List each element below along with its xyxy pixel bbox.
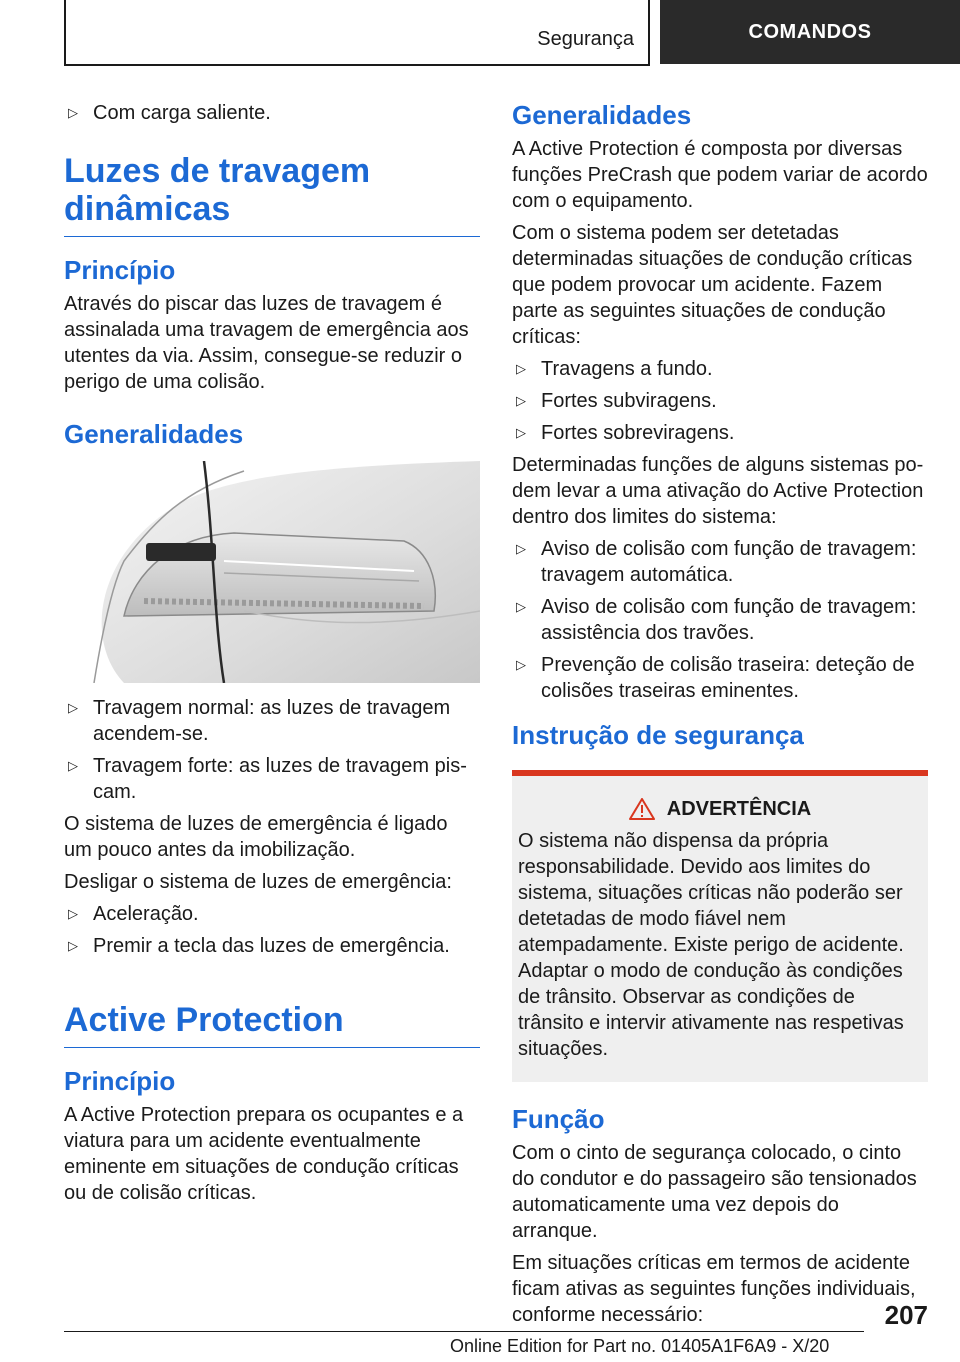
footer-rule <box>64 1331 864 1332</box>
triangle-bullet-icon: ▷ <box>516 425 526 440</box>
list-item: ▷ Prevenção de colisão traseira: deteção de colisões traseiras eminentes. <box>516 654 915 702</box>
heading-generalidades: Generalidades <box>512 100 692 130</box>
paragraph: A Active Protection prepara os ocupantes e a viatura para um acidente eventualmente eminente em situações de condução críticas ou de colisão críticas. <box>64 1104 464 1204</box>
list-item: ▷ Travagem normal: as luzes de travagem acendem-se. <box>68 697 451 745</box>
list-item: ▷ Aviso de colisão com função de travagem: travagem automática. <box>516 538 917 586</box>
triangle-bullet-icon: ▷ <box>68 105 78 120</box>
header-rule <box>64 64 650 66</box>
heading-principio: Princípio <box>64 1066 176 1096</box>
list-item: ▷ Fortes sobreviragens. <box>516 422 735 444</box>
heading-funcao: Função <box>512 1104 605 1134</box>
paragraph: Em situações críticas em termos de acidente ficam ativas as seguintes funções individuais, conforme necessário: <box>512 1252 916 1326</box>
triangle-bullet-icon: ▷ <box>68 700 78 715</box>
heading-rule <box>64 1047 480 1048</box>
warning-text: O sistema não dispensa da própria responsabilidade. Devido aos limites do sistema, situações críticas não poderão ser detetadas de modo fiável nem atempadamente. Existe perigo de acidente. Adaptar o modo de condução às condições de trânsito. Observar as condições de trânsito e intervir ativamente nas respetivas situações. <box>518 830 904 1060</box>
triangle-bullet-icon: ▷ <box>516 657 526 672</box>
activation-list <box>512 536 928 704</box>
header-section-title: Segurança <box>537 28 634 50</box>
triangle-bullet-icon: ▷ <box>68 906 78 921</box>
heading-instrucao-seguranca: Instrução de segurança <box>512 720 804 750</box>
heading-generalidades: Generalidades <box>64 419 244 449</box>
left-column <box>64 100 480 1212</box>
paragraph: A Active Protection é composta por diversas funções PreCrash que podem variar de acordo com o equipamento. <box>512 138 928 212</box>
right-column <box>512 100 928 1334</box>
header-left-rule <box>64 0 66 64</box>
header-right-rule <box>648 0 650 64</box>
heading-luzes-travagem: Luzes de travagem dinâmicas <box>64 152 371 228</box>
triangle-bullet-icon: ▷ <box>516 599 526 614</box>
paragraph: O sistema de luzes de emergência é ligado um pouco antes da imobilização. <box>64 813 448 861</box>
paragraph: Com o sistema podem ser detetadas determinadas situações de condução críticas que podem provocar um acidente. Fazem parte as seguintes situações de condução críticas: <box>512 222 913 348</box>
warning-header <box>518 796 922 822</box>
warning-triangle-icon <box>629 798 655 820</box>
triangle-bullet-icon: ▷ <box>516 541 526 556</box>
triangle-bullet-icon: ▷ <box>68 758 78 773</box>
paragraph: Com o cinto de segurança colocado, o cinto do condutor e do passageiro são tensionados automaticamente uma vez depois do arranque. <box>512 1142 917 1242</box>
critical-situations-list <box>512 356 928 446</box>
heading-principio: Princípio <box>64 255 176 285</box>
heading-active-protection: Active Protection <box>64 1001 344 1039</box>
list-item: ▷ Com carga saliente. <box>68 102 271 124</box>
paragraph: Determinadas funções de alguns sistemas podem levar a uma ativação do Active Protection dentro dos limites do sistema: <box>512 454 924 528</box>
tail-light-photo <box>64 461 480 683</box>
list-item: ▷ Travagem forte: as luzes de travagem piscam. <box>68 755 467 803</box>
warning-box <box>512 770 928 1082</box>
list-item: ▷ Aceleração. <box>68 903 199 925</box>
list-item: ▷ Fortes subviragens. <box>516 390 717 412</box>
brake-light-list <box>64 695 480 805</box>
header-chapter-tab: COMANDOS <box>660 0 960 64</box>
triangle-bullet-icon: ▷ <box>68 938 78 953</box>
triangle-bullet-icon: ▷ <box>516 393 526 408</box>
disable-list <box>64 901 480 959</box>
warning-title: ADVERTÊNCIA <box>666 798 812 820</box>
list-item: ▷ Aviso de colisão com função de travagem: assistência dos travões. <box>516 596 917 644</box>
intro-list <box>64 100 480 126</box>
footer-edition: Online Edition for Part no. 01405A1F6A9 - X/20 <box>450 1336 830 1356</box>
paragraph: Desligar o sistema de luzes de emergência: <box>64 871 452 893</box>
triangle-bullet-icon: ▷ <box>516 361 526 376</box>
paragraph: Através do piscar das luzes de travagem é assinalada uma travagem de emergência aos utentes da via. Assim, consegue-se reduzir o perigo de uma colisão. <box>64 293 469 393</box>
page-number: 207 <box>884 1300 928 1330</box>
list-item: ▷ Travagens a fundo. <box>516 358 713 380</box>
list-item: ▷ Premir a tecla das luzes de emergência. <box>68 935 450 957</box>
heading-rule <box>64 236 480 237</box>
